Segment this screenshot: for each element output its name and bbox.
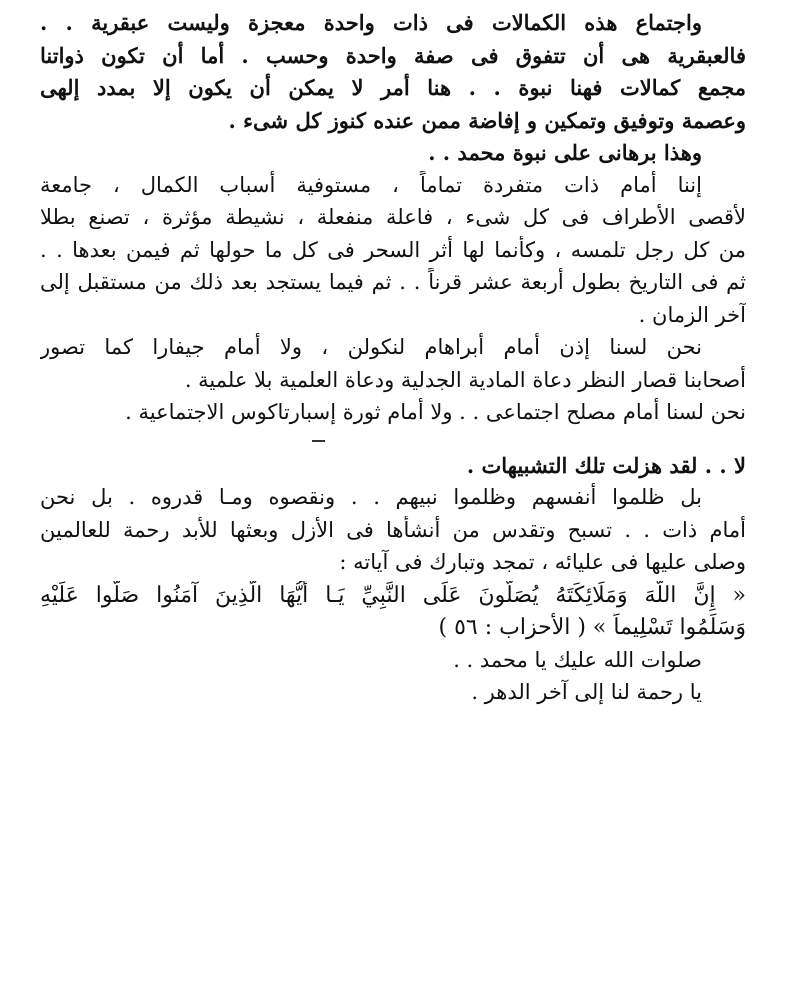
text-line: فالعبقرية هى أن تتفوق فى صفة واحدة وحسب . أما أن تكون ذواتنا	[40, 42, 746, 68]
text-line: إننا أمام ذات متفردة تماماً ، مستوفية أسباب الكمال ، جامعة	[40, 172, 702, 197]
text-line: وصلى عليها فى عليائه ، تمجد وتبارك فى آياته :	[339, 550, 746, 574]
paragraph-wronged	[40, 483, 746, 581]
text-line: لأقصى الأطراف فى كل شىء ، فاعلة منفعلة ، نشيطة مؤثرة ، تصنع بطلا	[40, 205, 746, 229]
text-line: لا . . لقد هزلت تلك التشبيهات .	[466, 452, 746, 478]
text-line: وعصمة وتوفيق وتمكين و إفاضة ممن عنده كنوز كل شىء .	[228, 107, 746, 133]
section-gap	[40, 431, 746, 451]
text-line: نحن لسنا إذن أمام أبراهام لنكولن ، ولا أمام جيفارا كما تصور	[40, 335, 702, 359]
text-line: صلوات الله عليك يا محمد . .	[453, 647, 702, 672]
text-line: وهذا برهانى على نبوة محمد . .	[428, 140, 702, 165]
text-line: أصحابنا قصار النظر دعاة المادية الجدلية ودعاة العلمية بلا علمية .	[184, 367, 746, 392]
paragraph-salutation	[40, 646, 746, 711]
paragraph-proof	[40, 138, 746, 171]
verse-line: وَسَلِّمُوا تَسْلِيماً » ( الأحزاب : ٥٦ )	[438, 615, 746, 640]
text-line: بل ظلموا أنفسهم وظلموا نبيهم . . ونقصوه ومـا قدروه . بل نحن	[40, 485, 702, 509]
text-line: نحن لسنا أمام مصلح اجتماعى . . ولا أمام ثورة إسبارتاكوس الاجتماعية .	[125, 400, 746, 424]
paragraph-unique-self	[40, 171, 746, 334]
text-line: من كل رجل تلمسه ، وكأنما لها أثر السحر فى كل ما حولها ثم فيمن بعدها . .	[40, 237, 746, 262]
paragraph-reformer	[40, 398, 746, 431]
verse-line: « إِنَّ اللَّهَ وَمَلَائِكَتَهُ يُصَلُّونَ عَلَى النَّبِيِّ يَـا أَيُّهَا الَّذِينَ آمَنُوا صَلُّوا عَلَيْهِ	[40, 582, 746, 608]
text-line: يا رحمة لنا إلى آخر الدهر .	[471, 680, 702, 704]
paragraph-miracle	[40, 8, 746, 138]
stray-mark	[312, 440, 325, 442]
paragraph-lincoln	[40, 333, 746, 398]
text-line: واجتماع هذه الكمالات فى ذات واحدة معجزة وليست عبقرية . .	[40, 10, 702, 35]
paragraph-no	[40, 451, 746, 484]
text-line: ثم فى التاريخ بطول أربعة عشر قرناً . . ثم فيما يستجد بعد ذلك من مستقبل إلى	[40, 270, 746, 294]
text-line: مجمع كمالات فهنا نبوة . . هنا أمر لا يمكن أن يكون إلا بمدد إلهى	[40, 75, 746, 100]
text-line: آخر الزمان .	[638, 302, 746, 327]
text-line: أمام ذات . . تسبح وتقدس من أنشأها فى الأزل وبعثها للأبد رحمة للعالمين	[40, 517, 746, 542]
quran-verse	[40, 581, 746, 646]
